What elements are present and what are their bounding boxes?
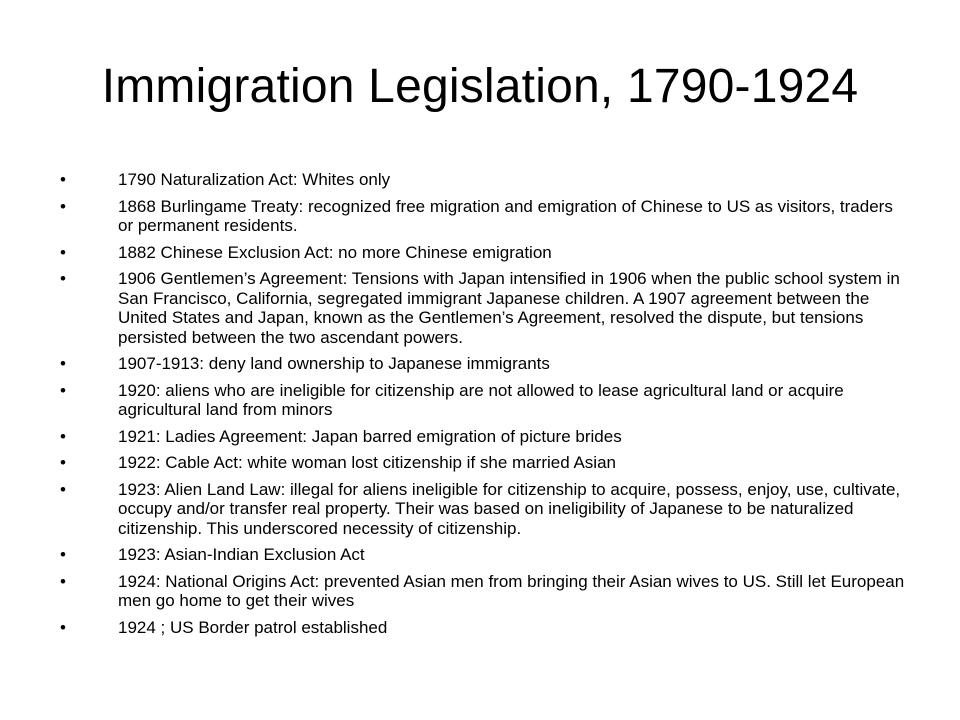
bullet-text: 1907-1913: deny land ownership to Japanese immigrants — [118, 354, 550, 373]
list-item — [60, 427, 912, 447]
list-item — [60, 170, 912, 190]
bullet-icon: • — [60, 479, 66, 499]
bullet-text: 1882 Chinese Exclusion Act: no more Chinese emigration — [118, 242, 552, 262]
bullet-text: 1906 Gentlemen’s Agreement: Tensions with Japan intensified in 1906 when the public school system in San Francisco, California, segregated immigrant Japanese children. A 1907 agreement between the United States and Japan, known as the Gentlemen’s Agreement, resolved the dispute, but tensions persisted between the two ascendant powers. — [118, 269, 900, 347]
bullet-icon: • — [60, 617, 66, 637]
bullet-icon: • — [60, 380, 66, 400]
bullet-icon: • — [60, 354, 66, 373]
bullet-text: 1922: Cable Act: white woman lost citizenship if she married Asian — [118, 453, 616, 472]
bullet-text: 1920: aliens who are ineligible for citizenship are not allowed to lease agricultural land or acquire agricultural land from minors — [118, 380, 844, 419]
bullet-icon: • — [60, 545, 66, 564]
bullet-icon: • — [60, 170, 66, 189]
list-item — [60, 381, 912, 420]
bullet-text: 1924: National Origins Act: prevented Asian men from bringing their Asian wives to US. Still let European men go home to get their wives — [118, 571, 905, 610]
bullet-icon: • — [60, 196, 66, 216]
list-item — [60, 545, 912, 565]
bullet-text: 1923: Alien Land Law: illegal for aliens ineligible for citizenship to acquire, possess, enjoy, use, cultivate, occupy and/or transfer real property. Their was based on ineligibility of Japanese to be naturalized citizenship. This underscored necessity of citizenship. — [118, 479, 901, 538]
bullet-icon: • — [60, 426, 66, 446]
list-item — [60, 618, 912, 638]
bullet-icon: • — [60, 571, 66, 591]
bullet-text: 1921: Ladies Agreement: Japan barred emigration of picture brides — [118, 426, 622, 446]
bullet-text: 1923: Asian-Indian Exclusion Act — [118, 545, 365, 564]
bullet-icon: • — [60, 242, 66, 262]
bullet-text: 1868 Burlingame Treaty: recognized free migration and emigration of Chinese to US as visitors, traders or permanent residents. — [118, 196, 893, 235]
list-item — [60, 453, 912, 473]
bullet-list — [60, 170, 912, 644]
bullet-text: 1790 Naturalization Act: Whites only — [118, 170, 391, 189]
bullet-icon: • — [60, 269, 66, 288]
bullet-icon: • — [60, 453, 66, 472]
list-item — [60, 480, 912, 539]
slide-title: Immigration Legislation, 1790-1924 — [101, 60, 859, 113]
list-item — [60, 243, 912, 263]
bullet-text: 1924 ; US Border patrol established — [118, 617, 388, 637]
list-item — [60, 354, 912, 374]
list-item — [60, 572, 912, 611]
list-item — [60, 269, 912, 347]
list-item — [60, 197, 912, 236]
